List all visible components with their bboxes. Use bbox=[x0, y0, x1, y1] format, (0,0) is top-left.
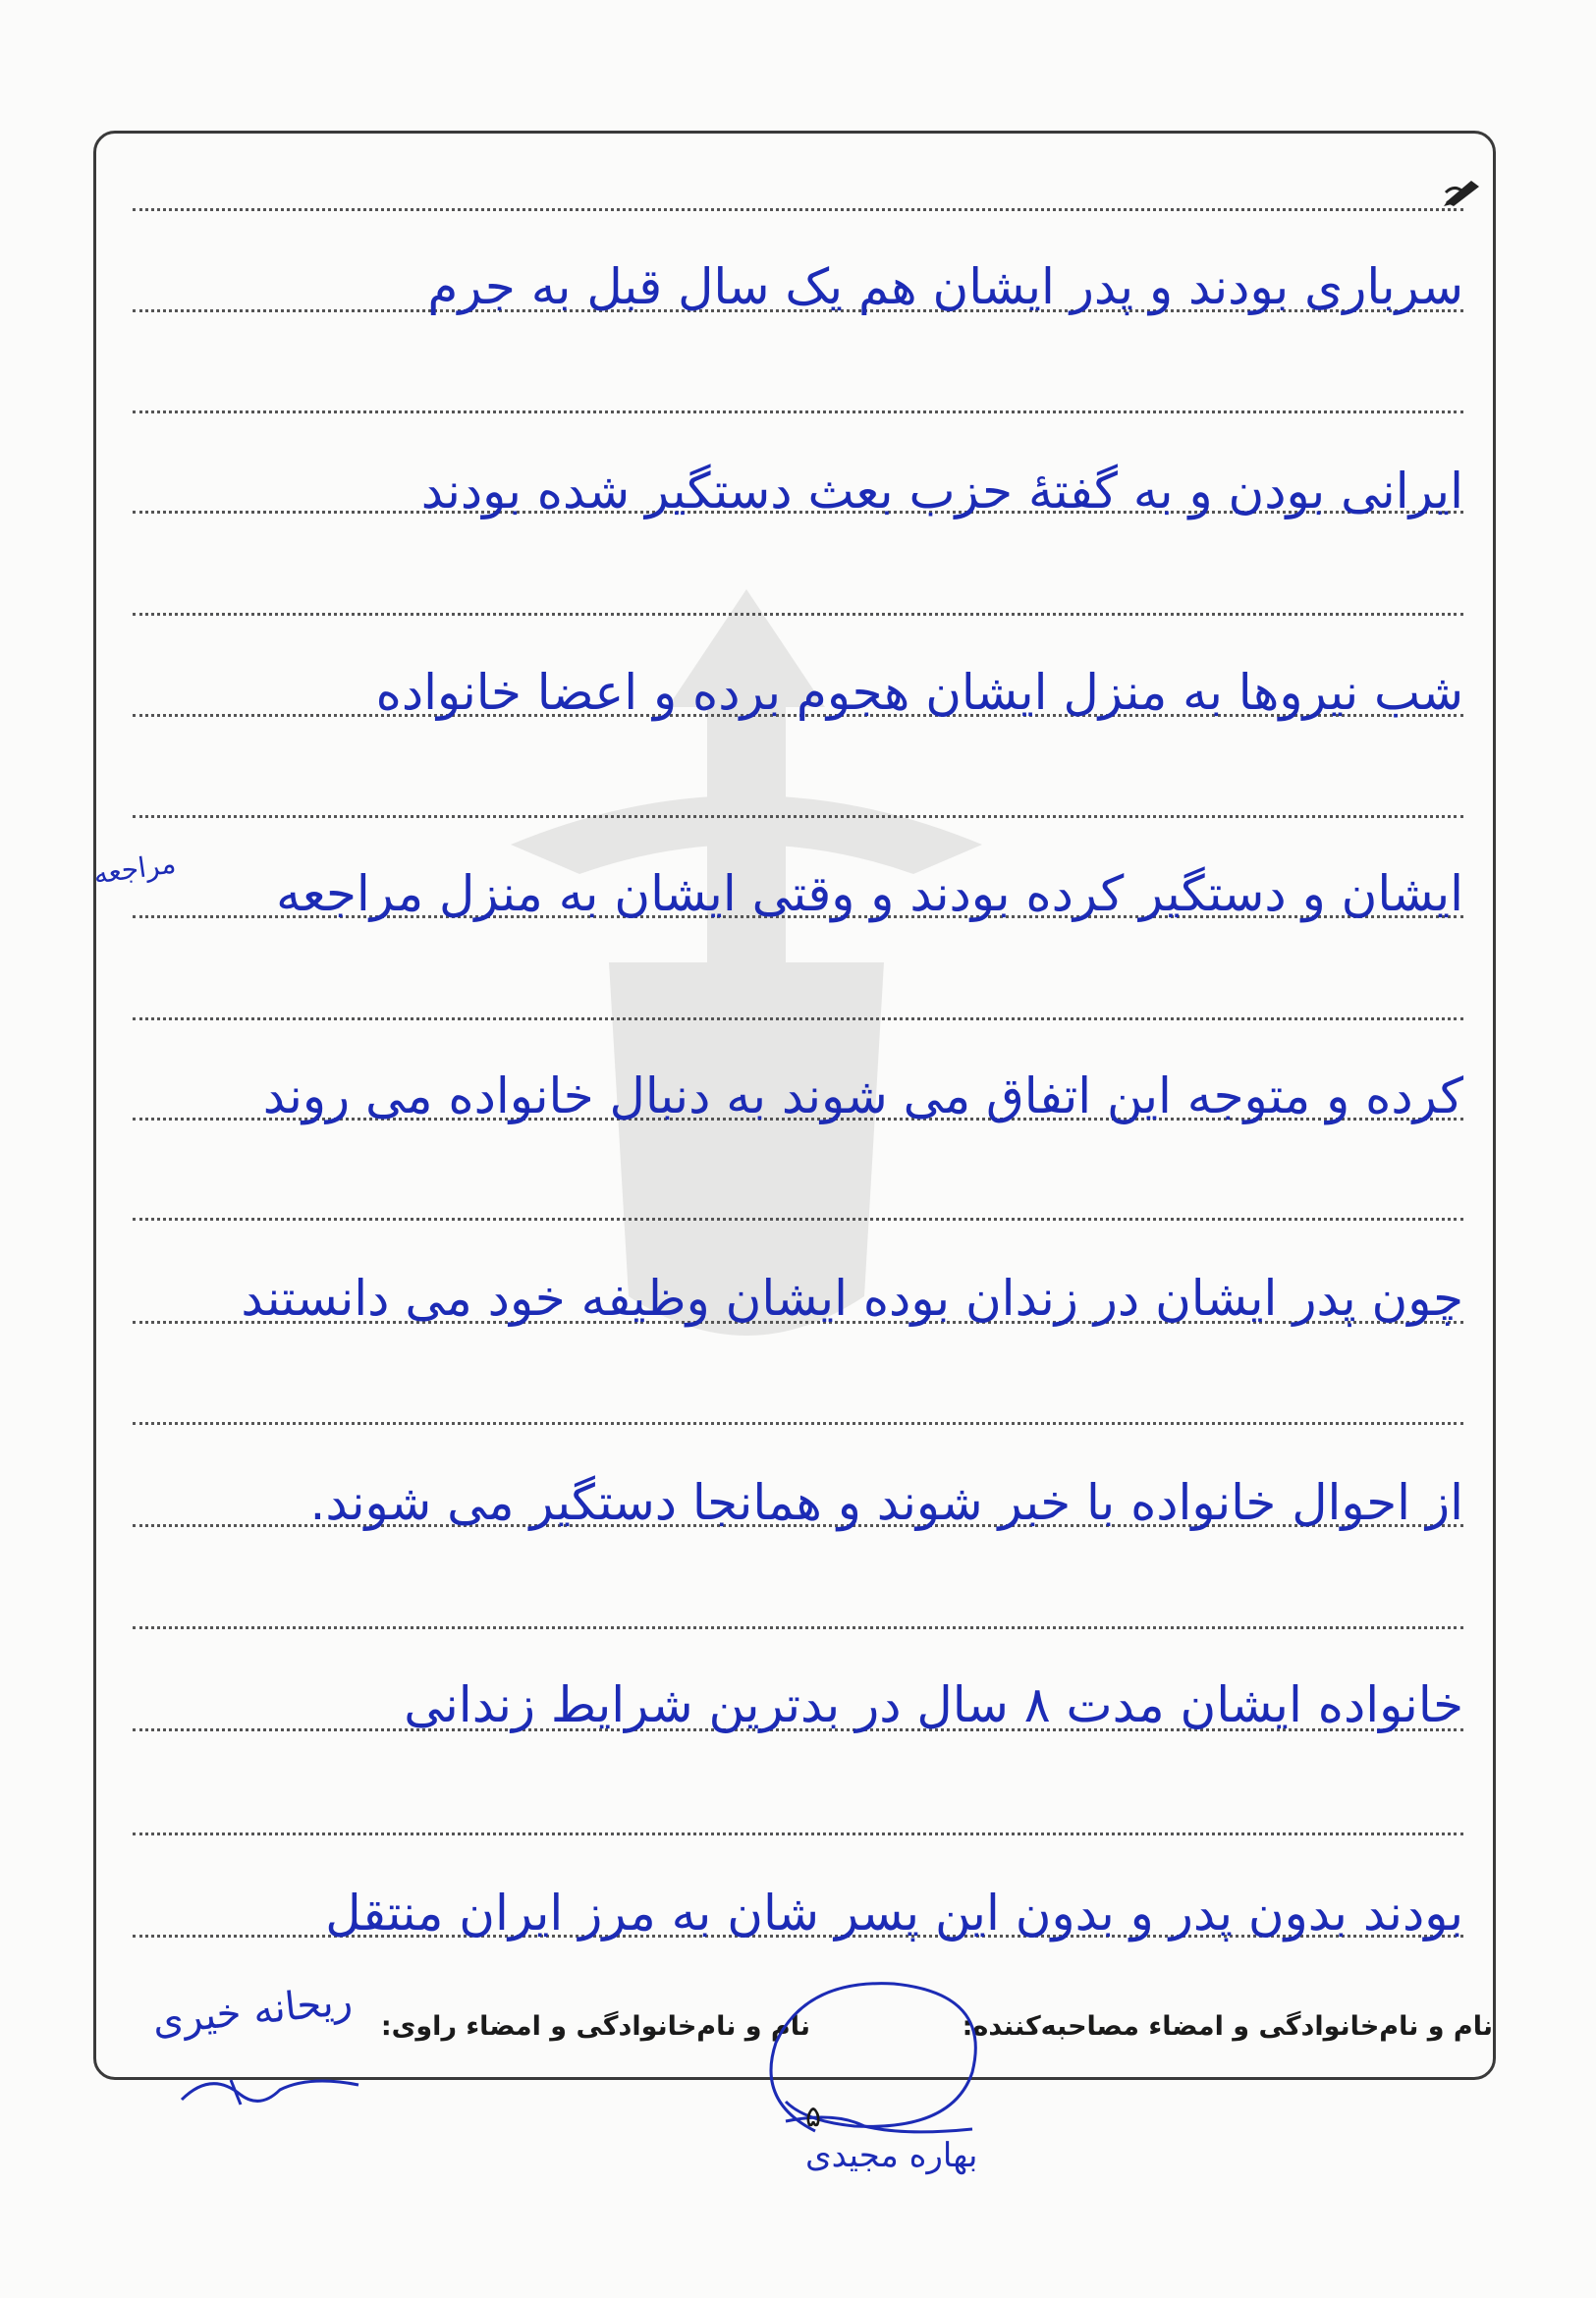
ruled-line bbox=[133, 1218, 1463, 1221]
interviewer-name: بهاره مجیدی bbox=[805, 2136, 978, 2175]
ruled-line bbox=[133, 208, 1463, 211]
page-number: ۵ bbox=[805, 2100, 822, 2134]
narrator-label: نام و نام‌خانوادگی و امضاء راوی: bbox=[380, 2011, 810, 2042]
ruled-line bbox=[133, 410, 1463, 413]
handwritten-line-1: سرباری بودند و پدر ایشان هم یک سال قبل به جرم bbox=[427, 258, 1463, 315]
ruled-line bbox=[133, 1017, 1463, 1020]
interviewer-signature bbox=[746, 1964, 1002, 2151]
interviewer-label: نام و نام‌خانوادگی و امضاء مصاحبه‌کننده: bbox=[962, 2011, 1493, 2042]
ruled-line bbox=[133, 1626, 1463, 1629]
handwritten-line-7: از احوال خانواده با خبر شوند و همانجا دستگیر می شوند. bbox=[309, 1474, 1463, 1531]
ruled-line bbox=[133, 815, 1463, 818]
ruled-line bbox=[133, 1833, 1463, 1835]
handwritten-line-3: شب نیروها به منزل ایشان هجوم برده و اعضا خانواده bbox=[375, 664, 1463, 721]
handwritten-line-2: ایرانی بودن و به گفتهٔ حزب بعث دستگیر شده بودند bbox=[420, 463, 1463, 520]
margin-note: مراجعه bbox=[91, 847, 178, 891]
handwritten-line-8: خانواده ایشان مدت ۸ سال در بدترین شرایط زندانی bbox=[404, 1676, 1463, 1733]
narrator-name: ریحانه خیری bbox=[150, 1978, 355, 2045]
ruled-line bbox=[133, 613, 1463, 616]
handwritten-line-4: ایشان و دستگیر کرده بودند و وقتی ایشان به منزل مراجعه bbox=[276, 865, 1463, 922]
handwritten-line-9: بودند بدون پدر و بدون این پسر شان به مرز ایران منتقل bbox=[325, 1885, 1463, 1942]
narrator-signature bbox=[172, 2060, 368, 2119]
handwritten-line-5: کرده و متوجه این اتفاق می شوند به دنبال خانواده می روند bbox=[262, 1067, 1463, 1124]
pen-writing-icon bbox=[1442, 175, 1487, 208]
handwritten-line-6: چون پدر ایشان در زندان بوده ایشان وظیفه خود می دانستند bbox=[241, 1270, 1463, 1327]
ruled-line bbox=[133, 1422, 1463, 1425]
